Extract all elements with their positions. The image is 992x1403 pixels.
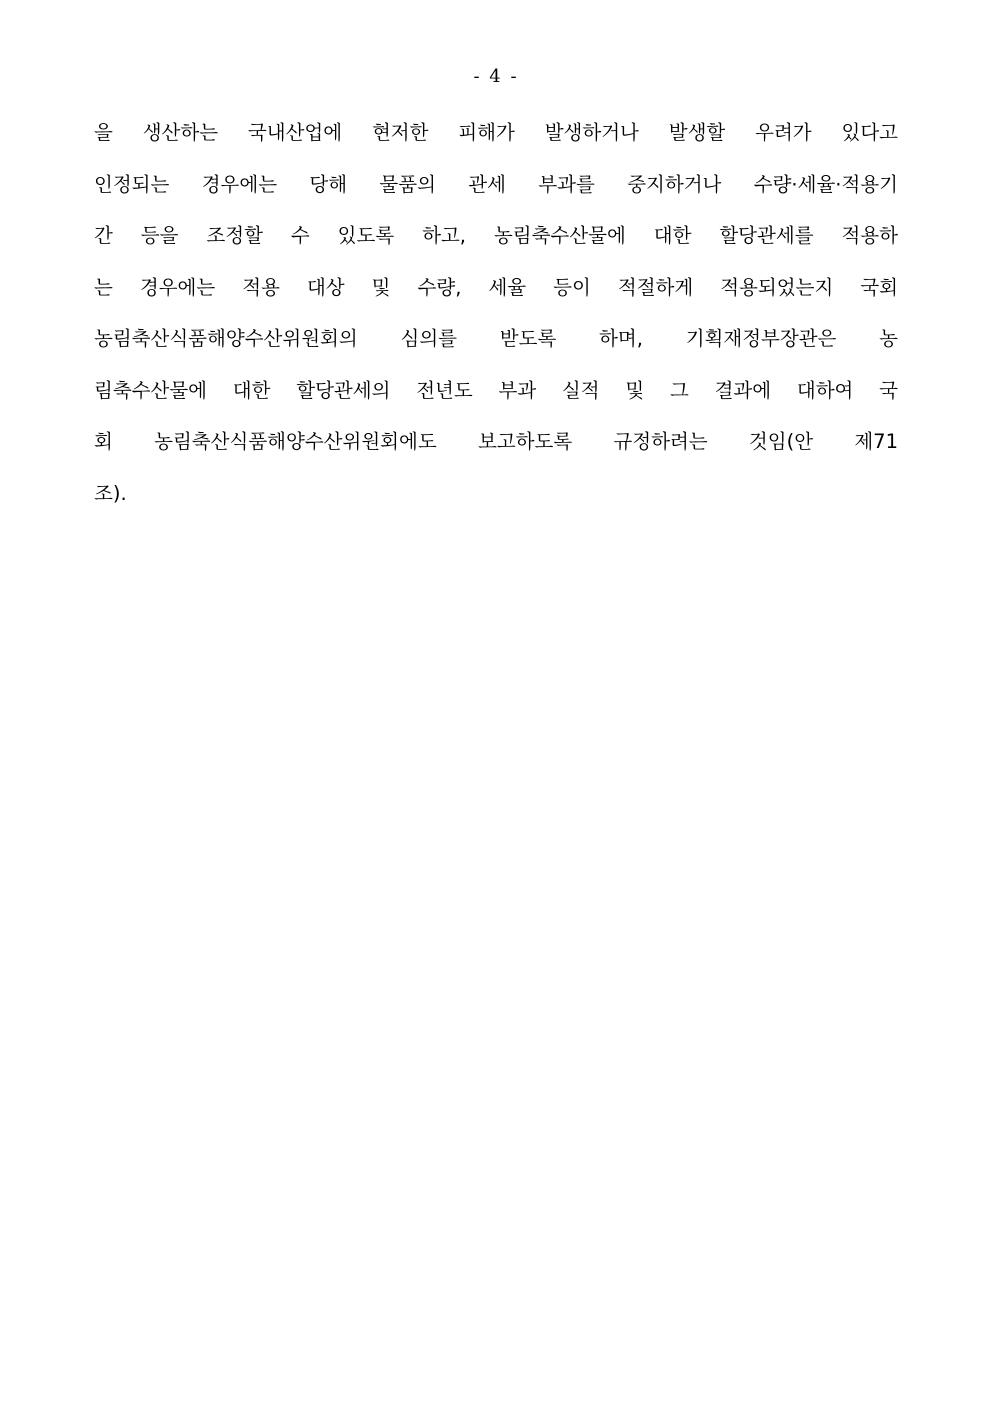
text-line: 는 경우에는 적용 대상 및 수량, 세율 등이 적절하게 적용되었는지 국회 <box>94 275 898 299</box>
page-number: - 4 - <box>473 66 519 87</box>
text-line: 회 농림축산식품해양수산위원회에도 보고하도록 규정하려는 것임(안 제71 <box>94 430 898 453</box>
text-line: 농림축산식품해양수산위원회의 심의를 받도록 하며, 기획재정부장관은 농 <box>94 327 898 350</box>
text-line: 인정되는 경우에는 당해 물품의 관세 부과를 중지하거나 수량·세율·적용기 <box>94 172 898 196</box>
text-line: 림축수산물에 대한 할당관세의 전년도 부과 실적 및 그 결과에 대하여 국 <box>94 378 898 402</box>
text-line: 을 생산하는 국내산업에 현저한 피해가 발생하거나 발생할 우려가 있다고 <box>94 121 898 144</box>
body-paragraph <box>94 114 898 526</box>
text-line: 조). <box>94 481 127 505</box>
text-line: 간 등을 조정할 수 있도록 하고, 농림축수산물에 대한 할당관세를 적용하 <box>94 224 898 247</box>
